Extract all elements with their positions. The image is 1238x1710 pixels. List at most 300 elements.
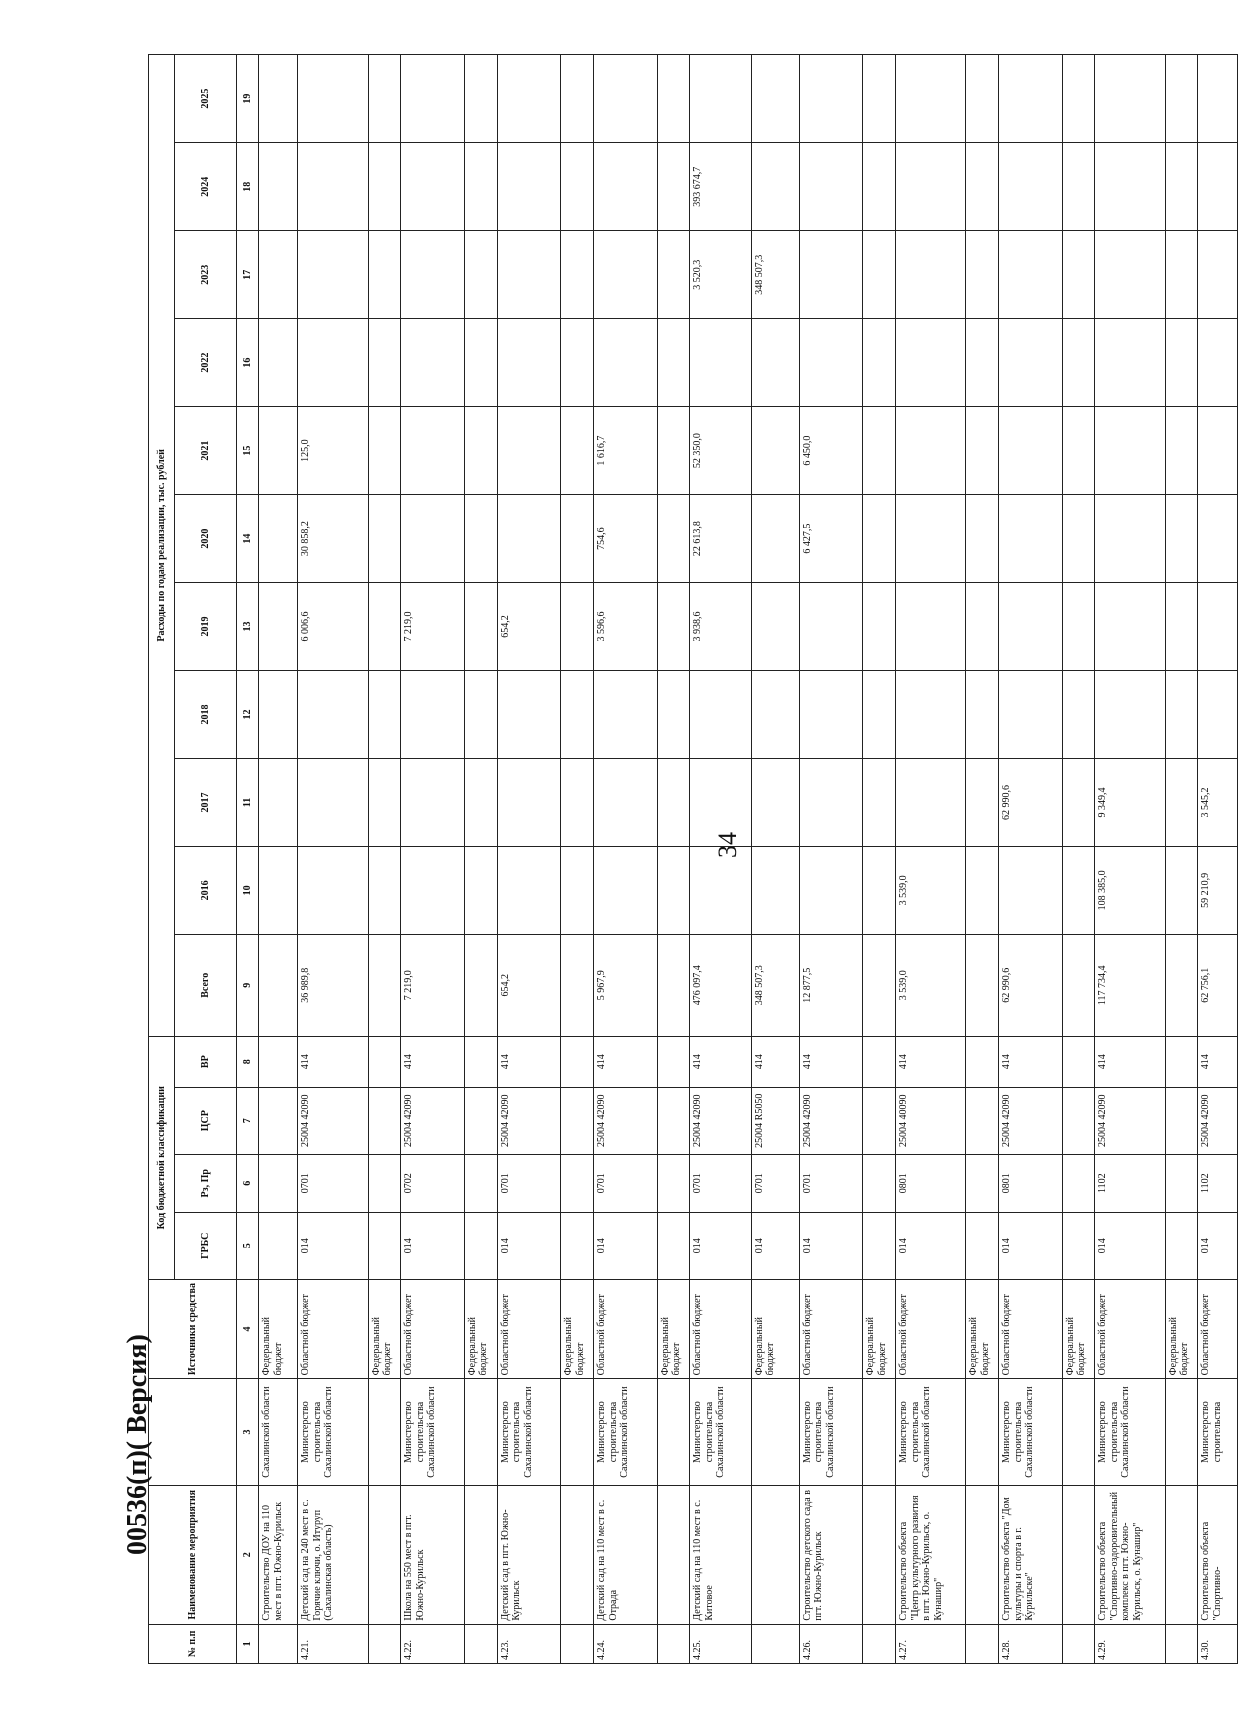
row-executor: Министерство строительства Сахалинской области (799, 1379, 863, 1485)
column-index: 15 (237, 407, 259, 495)
row-total: 7 219,0 (401, 934, 465, 1036)
row-grbs: 014 (799, 1212, 863, 1279)
row-total (259, 934, 298, 1036)
budget-table (148, 54, 1238, 1664)
row-year-value (799, 758, 863, 846)
row-year-value (751, 671, 799, 759)
row-year-value (999, 671, 1063, 759)
row-csr: 25004 40090 (896, 1087, 966, 1154)
row-year-value (657, 758, 690, 846)
row-year-value (1062, 55, 1095, 143)
row-executor: Министерство строительства Сахалинской области (1095, 1379, 1165, 1485)
row-grbs: 014 (1198, 1212, 1238, 1279)
row-source: Областной бюджет (1198, 1279, 1238, 1379)
row-year-value (497, 55, 561, 143)
row-year-value (896, 583, 966, 671)
row-vr: 414 (799, 1036, 863, 1087)
row-vr (259, 1036, 298, 1087)
row-year-value: 7 219,0 (401, 583, 465, 671)
row-year-value (259, 319, 298, 407)
row-rzpr: 0701 (594, 1154, 658, 1212)
table-row (799, 55, 863, 1664)
row-source: Областной бюджет (799, 1279, 863, 1379)
row-year-value (999, 583, 1063, 671)
row-year-value (259, 846, 298, 934)
row-year-value (863, 319, 896, 407)
row-grbs: 014 (896, 1212, 966, 1279)
row-year-value: 22 613,8 (690, 495, 751, 583)
row-year-value: 108 385,0 (1095, 846, 1165, 934)
row-source: Федеральный бюджет (751, 1279, 799, 1379)
row-vr: 414 (401, 1036, 465, 1087)
row-total: 348 507,3 (751, 934, 799, 1036)
row-year-value (298, 758, 368, 846)
row-rzpr (1062, 1154, 1095, 1212)
row-year-value (896, 407, 966, 495)
row-total (561, 934, 594, 1036)
row-year-value (497, 846, 561, 934)
row-number (751, 1624, 799, 1663)
row-vr: 414 (594, 1036, 658, 1087)
row-source: Федеральный бюджет (1165, 1279, 1198, 1379)
row-executor (657, 1379, 690, 1485)
row-rzpr (863, 1154, 896, 1212)
row-source: Федеральный бюджет (368, 1279, 401, 1379)
row-number (863, 1624, 896, 1663)
row-year-value (368, 583, 401, 671)
row-year-value (690, 758, 751, 846)
row-year-value (561, 583, 594, 671)
row-number (259, 1624, 298, 1663)
row-number: 4.29. (1095, 1624, 1165, 1663)
row-year-value (464, 495, 497, 583)
row-total (863, 934, 896, 1036)
row-total (966, 934, 999, 1036)
row-rzpr: 0701 (497, 1154, 561, 1212)
row-year-value (896, 143, 966, 231)
row-year-value (966, 846, 999, 934)
row-grbs: 014 (497, 1212, 561, 1279)
row-year-value (1062, 319, 1095, 407)
row-year-value (751, 319, 799, 407)
row-name (751, 1485, 799, 1624)
row-year-value (259, 495, 298, 583)
row-executor: Министерство строительства Сахалинской области (594, 1379, 658, 1485)
row-source: Областной бюджет (497, 1279, 561, 1379)
row-source: Федеральный бюджет (259, 1279, 298, 1379)
row-year-value (259, 55, 298, 143)
row-year-value (1062, 143, 1095, 231)
table-body (259, 55, 1238, 1664)
row-csr (464, 1087, 497, 1154)
row-rzpr: 0701 (751, 1154, 799, 1212)
row-executor: Министерство строительства Сахалинской области (999, 1379, 1063, 1485)
row-year-value (1095, 407, 1165, 495)
row-year-value (966, 143, 999, 231)
row-rzpr (657, 1154, 690, 1212)
row-year-value (1095, 495, 1165, 583)
table-row (1095, 55, 1165, 1664)
row-csr (1165, 1087, 1198, 1154)
row-year-value (368, 846, 401, 934)
row-vr: 414 (298, 1036, 368, 1087)
row-year-value (298, 846, 368, 934)
row-year-value: 754,6 (594, 495, 658, 583)
row-year-value (401, 55, 465, 143)
row-csr (259, 1087, 298, 1154)
row-year-value (1095, 143, 1165, 231)
row-year-value (1165, 495, 1198, 583)
row-total: 117 734,4 (1095, 934, 1165, 1036)
row-grbs: 014 (594, 1212, 658, 1279)
row-year-value (999, 319, 1063, 407)
row-source: Областной бюджет (298, 1279, 368, 1379)
column-index: 12 (237, 671, 259, 759)
row-year-value (401, 407, 465, 495)
row-year-value (561, 495, 594, 583)
row-csr: 25004 42090 (999, 1087, 1063, 1154)
row-year-value: 654,2 (497, 583, 561, 671)
row-year-value (464, 143, 497, 231)
row-vr (1062, 1036, 1095, 1087)
row-year-value (896, 495, 966, 583)
column-index: 13 (237, 583, 259, 671)
row-vr (863, 1036, 896, 1087)
header-year: 2021 (175, 407, 237, 495)
row-year-value (999, 55, 1063, 143)
row-year-value (751, 143, 799, 231)
row-year-value (497, 407, 561, 495)
row-year-value (368, 495, 401, 583)
row-year-value (1165, 583, 1198, 671)
table-row (863, 55, 896, 1664)
row-executor (751, 1379, 799, 1485)
row-source: Областной бюджет (594, 1279, 658, 1379)
row-year-value (1062, 495, 1095, 583)
row-year-value (690, 55, 751, 143)
row-csr (368, 1087, 401, 1154)
row-name (1165, 1485, 1198, 1624)
header-grbs: ГРБС (175, 1212, 237, 1279)
row-year-value (298, 319, 368, 407)
row-executor (966, 1379, 999, 1485)
row-year-value (1062, 758, 1095, 846)
row-name: Детский сад на 110 мест в с. Китовое (690, 1485, 751, 1624)
row-year-value (497, 231, 561, 319)
row-year-value (657, 407, 690, 495)
row-source: Федеральный бюджет (561, 1279, 594, 1379)
row-year-value (401, 495, 465, 583)
row-total (1165, 934, 1198, 1036)
row-year-value (368, 671, 401, 759)
row-year-value (594, 846, 658, 934)
row-total: 3 539,0 (896, 934, 966, 1036)
row-number: 4.30. (1198, 1624, 1238, 1663)
row-year-value (966, 55, 999, 143)
table-row (464, 55, 497, 1664)
table-row (594, 55, 658, 1664)
row-year-value (464, 319, 497, 407)
column-index: 4 (237, 1279, 259, 1379)
row-year-value: 52 350,0 (690, 407, 751, 495)
row-year-value (966, 758, 999, 846)
row-csr: 25004 42090 (401, 1087, 465, 1154)
row-year-value (751, 758, 799, 846)
row-source: Областной бюджет (690, 1279, 751, 1379)
version-mark: 00536(п)( Версия) (122, 1334, 153, 1555)
row-number (657, 1624, 690, 1663)
row-number: 4.28. (999, 1624, 1063, 1663)
row-number (966, 1624, 999, 1663)
row-rzpr (561, 1154, 594, 1212)
row-year-value (690, 319, 751, 407)
row-number (464, 1624, 497, 1663)
row-year-value (1165, 143, 1198, 231)
row-year-value (863, 758, 896, 846)
row-number: 4.23. (497, 1624, 561, 1663)
row-year-value (863, 231, 896, 319)
row-year-value (464, 671, 497, 759)
row-year-value (561, 143, 594, 231)
row-rzpr: 0702 (401, 1154, 465, 1212)
row-rzpr (464, 1154, 497, 1212)
header-rzpr: Рз, Пр (175, 1154, 237, 1212)
column-index: 1 (237, 1624, 259, 1663)
header-year: 2018 (175, 671, 237, 759)
row-name: Строительство детского сада в пгт. Южно-Курильск (799, 1485, 863, 1624)
row-year-value (966, 231, 999, 319)
row-year-value (657, 143, 690, 231)
row-year-value (561, 319, 594, 407)
row-source: Областной бюджет (401, 1279, 465, 1379)
row-grbs (966, 1212, 999, 1279)
row-grbs (863, 1212, 896, 1279)
header-year: 2024 (175, 143, 237, 231)
row-year-value (1165, 407, 1198, 495)
row-year-value (368, 758, 401, 846)
row-year-value (751, 407, 799, 495)
row-rzpr: 0701 (799, 1154, 863, 1212)
row-year-value (1198, 407, 1238, 495)
row-year-value (401, 758, 465, 846)
row-year-value (690, 671, 751, 759)
row-year-value (999, 407, 1063, 495)
row-year-value (863, 407, 896, 495)
table-row (401, 55, 465, 1664)
row-year-value (298, 231, 368, 319)
header-name: Наименование мероприятия (149, 1485, 237, 1624)
header-year: 2020 (175, 495, 237, 583)
row-year-value (966, 495, 999, 583)
row-year-value (1198, 143, 1238, 231)
row-year-value (863, 671, 896, 759)
row-csr: 25004 42090 (799, 1087, 863, 1154)
row-vr (966, 1036, 999, 1087)
row-rzpr: 1102 (1095, 1154, 1165, 1212)
row-number: 4.24. (594, 1624, 658, 1663)
row-grbs (561, 1212, 594, 1279)
row-year-value (259, 231, 298, 319)
row-source: Областной бюджет (896, 1279, 966, 1379)
row-number: 4.25. (690, 1624, 751, 1663)
row-year-value (1198, 55, 1238, 143)
row-year-value (657, 55, 690, 143)
row-csr: 25004 42090 (497, 1087, 561, 1154)
table-row (966, 55, 999, 1664)
row-name: Детский сад на 110 мест в с. Отрада (594, 1485, 658, 1624)
table-row (497, 55, 561, 1664)
row-year-value (657, 671, 690, 759)
row-year-value (561, 55, 594, 143)
row-year-value (799, 143, 863, 231)
row-year-value (896, 231, 966, 319)
row-year-value (464, 583, 497, 671)
header-budget-code: Код бюджетной классификации (149, 1036, 175, 1279)
row-year-value (751, 495, 799, 583)
row-total: 5 967,9 (594, 934, 658, 1036)
row-csr (966, 1087, 999, 1154)
row-year-value (1062, 846, 1095, 934)
row-year-value (1198, 495, 1238, 583)
row-csr: 25004 42090 (1095, 1087, 1165, 1154)
row-year-value (561, 231, 594, 319)
row-rzpr (1165, 1154, 1198, 1212)
row-vr: 414 (896, 1036, 966, 1087)
row-year-value (863, 55, 896, 143)
header-vr: ВР (175, 1036, 237, 1087)
row-year-value (1095, 583, 1165, 671)
row-grbs: 014 (1095, 1212, 1165, 1279)
row-name (368, 1485, 401, 1624)
row-year-value (1198, 319, 1238, 407)
table-row (1165, 55, 1198, 1664)
row-rzpr (259, 1154, 298, 1212)
row-year-value: 348 507,3 (751, 231, 799, 319)
row-executor (1062, 1379, 1095, 1485)
row-year-value (863, 583, 896, 671)
row-year-value (259, 671, 298, 759)
row-year-value (401, 319, 465, 407)
row-name: Строительство объекта "Спортивно- (1198, 1485, 1238, 1624)
row-total: 476 097,4 (690, 934, 751, 1036)
row-name: Школа на 550 мест в пгт. Южно-Курильск (401, 1485, 465, 1624)
row-year-value (896, 319, 966, 407)
row-number (1062, 1624, 1095, 1663)
column-index-row (237, 55, 259, 1664)
row-executor: Министерство строительства Сахалинской области (497, 1379, 561, 1485)
row-vr: 414 (1095, 1036, 1165, 1087)
column-index: 5 (237, 1212, 259, 1279)
row-year-value: 30 858,2 (298, 495, 368, 583)
row-year-value (1198, 583, 1238, 671)
row-grbs (259, 1212, 298, 1279)
row-source: Федеральный бюджет (657, 1279, 690, 1379)
table-row (999, 55, 1063, 1664)
row-executor: Министерство строительства Сахалинской области (896, 1379, 966, 1485)
row-year-value (799, 671, 863, 759)
row-year-value (1095, 231, 1165, 319)
column-index: 16 (237, 319, 259, 407)
row-year-value (657, 495, 690, 583)
row-year-value (657, 319, 690, 407)
row-total (464, 934, 497, 1036)
table-row (298, 55, 368, 1664)
row-year-value (896, 55, 966, 143)
row-year-value (1165, 231, 1198, 319)
row-year-value (1165, 671, 1198, 759)
row-year-value (594, 671, 658, 759)
row-year-value (863, 495, 896, 583)
column-index: 17 (237, 231, 259, 319)
row-total: 62 990,6 (999, 934, 1063, 1036)
row-year-value: 393 674,7 (690, 143, 751, 231)
row-vr (561, 1036, 594, 1087)
row-number: 4.27. (896, 1624, 966, 1663)
row-name: Строительство объекта "Дом культуры и спорта в г. Курильске" (999, 1485, 1063, 1624)
row-year-value (368, 55, 401, 143)
header-num: № п.п (149, 1624, 237, 1663)
row-year-value: 6 006,6 (298, 583, 368, 671)
row-vr: 414 (999, 1036, 1063, 1087)
row-vr (657, 1036, 690, 1087)
row-rzpr: 0801 (999, 1154, 1063, 1212)
row-rzpr: 0801 (896, 1154, 966, 1212)
row-year-value (896, 758, 966, 846)
column-index: 9 (237, 934, 259, 1036)
row-year-value (690, 846, 751, 934)
row-csr: 25004 42090 (298, 1087, 368, 1154)
row-csr: 25004 42090 (594, 1087, 658, 1154)
row-grbs: 014 (751, 1212, 799, 1279)
row-year-value (497, 495, 561, 583)
row-year-value (561, 758, 594, 846)
row-year-value: 9 349,4 (1095, 758, 1165, 846)
row-year-value (863, 846, 896, 934)
row-grbs (1062, 1212, 1095, 1279)
row-executor (561, 1379, 594, 1485)
row-total: 654,2 (497, 934, 561, 1036)
row-csr: 25004 R5050 (751, 1087, 799, 1154)
row-year-value: 3 520,3 (690, 231, 751, 319)
row-vr (368, 1036, 401, 1087)
row-source: Областной бюджет (999, 1279, 1063, 1379)
row-year-value (594, 758, 658, 846)
row-year-value (368, 143, 401, 231)
row-source: Областной бюджет (1095, 1279, 1165, 1379)
row-year-value (368, 231, 401, 319)
row-rzpr: 0701 (298, 1154, 368, 1212)
row-year-value (966, 407, 999, 495)
column-index: 8 (237, 1036, 259, 1087)
row-name (1062, 1485, 1095, 1624)
row-source: Федеральный бюджет (1062, 1279, 1095, 1379)
row-name (464, 1485, 497, 1624)
row-source: Федеральный бюджет (966, 1279, 999, 1379)
row-year-value (561, 407, 594, 495)
row-rzpr (368, 1154, 401, 1212)
header-csr: ЦСР (175, 1087, 237, 1154)
table-row (1198, 55, 1238, 1664)
row-name (966, 1485, 999, 1624)
row-name: Строительство ДОУ на 110 мест в пгт. Южно-Курильск (259, 1485, 298, 1624)
row-year-value (561, 671, 594, 759)
row-year-value: 6 427,5 (799, 495, 863, 583)
row-total (368, 934, 401, 1036)
row-year-value (1165, 55, 1198, 143)
header-total: Всего (175, 934, 237, 1036)
row-grbs (464, 1212, 497, 1279)
row-year-value (259, 758, 298, 846)
